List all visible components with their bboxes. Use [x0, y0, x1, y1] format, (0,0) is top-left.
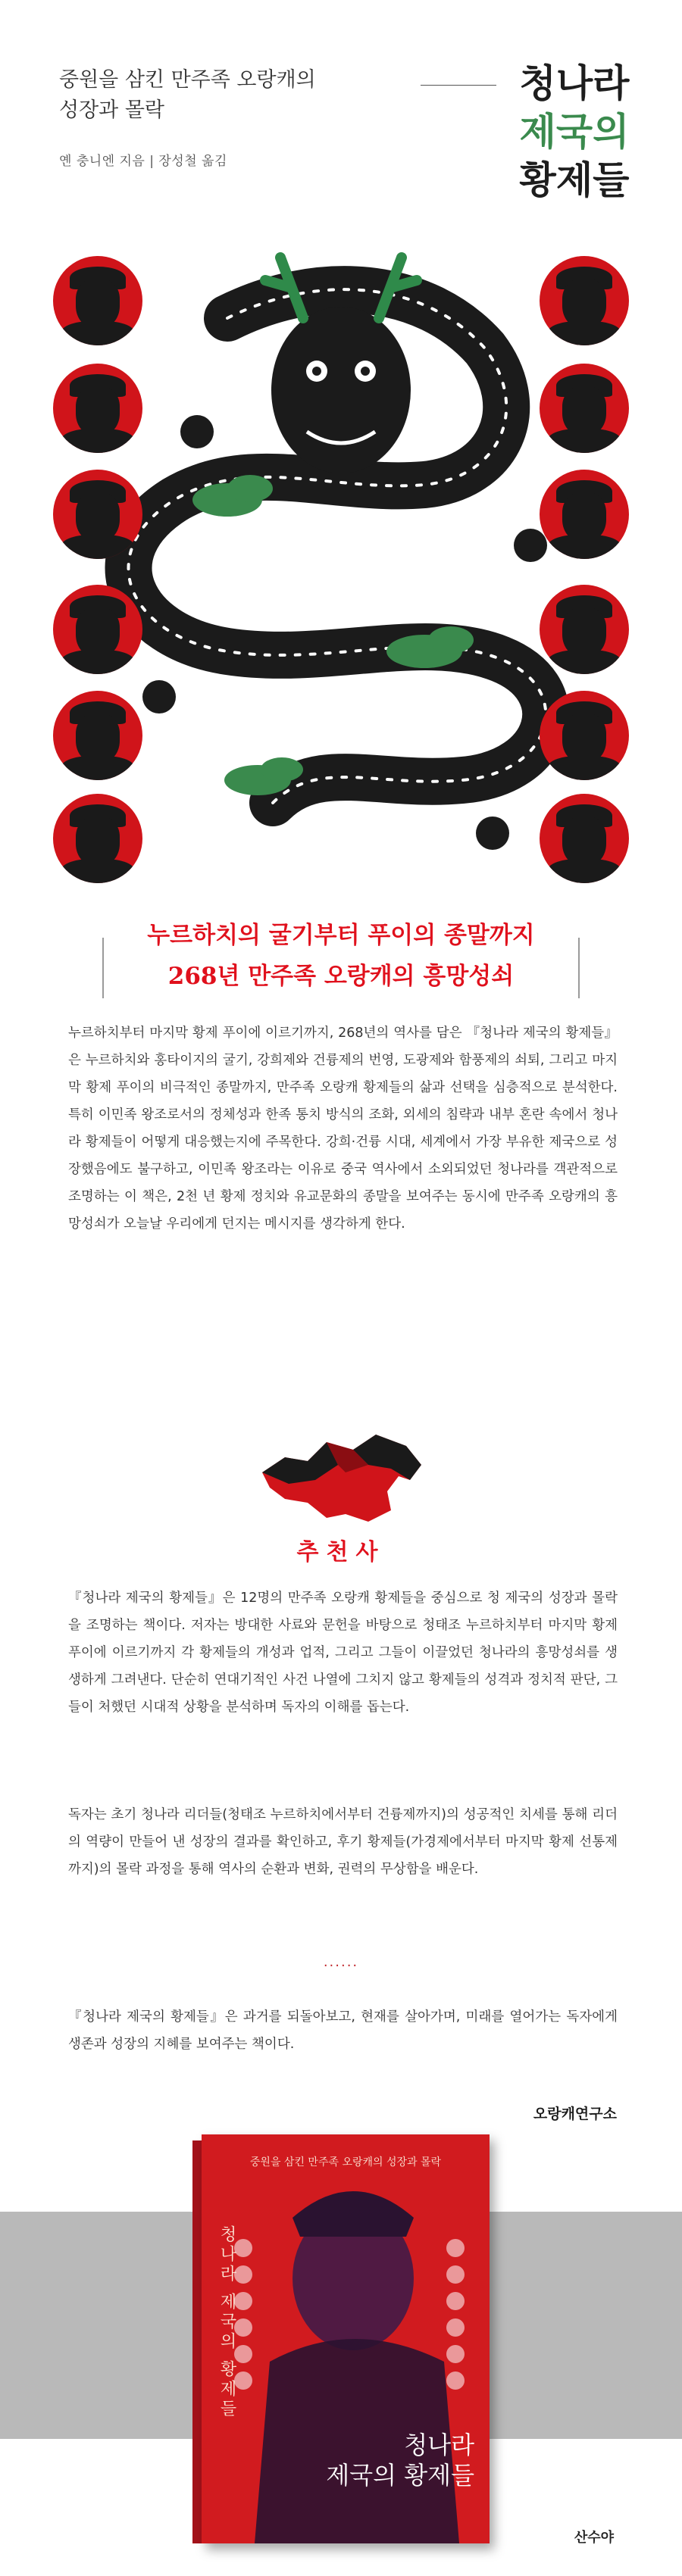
emperor-portrait [540, 470, 629, 559]
book-header [0, 0, 682, 220]
recommend-title: 추천사 [296, 1539, 386, 1566]
recommend-signature: 오랑캐연구소 [533, 2106, 617, 2122]
intro-paragraph: 누르하치부터 마지막 황제 푸이에 이르기까지, 268년의 역사를 담은 『청나라 제국의 황제들』은 누르하치와 홍타이지의 굴기, 강희제와 건륭제의 번영, 도광제와 함풍제의 쇠퇴, 그리고 마지막 황제 푸이의 비극적인 종말까지, 만주족 오랑캐 황제들의 삶과 선택을 심층적으로 분석한다. 특히 이민족 왕조로서의 정체성과 한족 통치 방식의 조화, 외세의 침략과 내부 혼란 속에서 청나라 황제들이 어떻게 대응했는지에 주목한다. 강희·건륭 시대, 세계에서 가장 부유한 제국으로 성장했음에도 불구하고, 이민족 왕조라는 이유로 중국 역사에서 소외되었던 청나라를 객관적으로 조명하는 이 책은, 2천 년 황제 정치와 유교문화의 종말을 보여주는 동시에 만주족 오랑캐의 흥망성쇠가 오늘날 우리에게 던지는 메시지를 생각하게 한다. [68, 1026, 618, 1232]
section-dots: ...... [323, 1954, 359, 1970]
book-cover-image [202, 2134, 490, 2543]
recommend-paragraph-1: 『청나라 제국의 황제들』은 12명의 만주족 오랑캐 황제들을 중심으로 청 제국의 성장과 몰락을 조명하는 책이다. 저자는 방대한 사료와 문헌을 바탕으로 청태조 누르하치부터 마지막 황제 푸이에 이르기까지 각 황제들의 개성과 업적, 그리고 그들이 이끌었던 청나라의 흥망성쇠를 생생하게 그려낸다. 단순히 연대기적인 사건 나열에 그치지 않고 황제들의 성격과 정치적 판단, 그들이 처했던 시대적 상황을 분석하며 독자의 이해를 돕는다. [68, 1591, 618, 1715]
emperor-portrait [53, 256, 142, 345]
title-line-2: 제국의 [519, 109, 630, 154]
china-map-icon [255, 1427, 429, 1525]
cover-tagline: 중원을 삼킨 만주족 오랑캐의 성장과 몰락 [249, 2156, 442, 2169]
headline-line-2: 268년 만주족 오랑캐의 흥망성쇠 [167, 963, 515, 990]
emperor-portrait [540, 364, 629, 453]
emperor-portrait [53, 470, 142, 559]
emperor-portrait [540, 256, 629, 345]
emperor-portrait [53, 585, 142, 674]
emperor-portrait [53, 364, 142, 453]
cover-title: 청나라 제국의 황제들 [326, 2431, 474, 2490]
emperor-portrait [540, 585, 629, 674]
publisher-logo: 산수야 [574, 2530, 614, 2546]
recommend-paragraph-3: 『청나라 제국의 황제들』은 과거를 되돌아보고, 현재를 살아가며, 미래를 열어가는 독자에게 생존과 성장의 지혜를 보여주는 책이다. [68, 2009, 618, 2052]
emperor-portrait [540, 794, 629, 883]
emperor-portrait [540, 691, 629, 780]
headline-line-1: 누르하치의 굴기부터 푸이의 종말까지 [147, 922, 535, 949]
headline-right-bar [578, 938, 580, 998]
book-subtitle: 중원을 삼킨 만주족 오랑캐의 성장과 몰락 [59, 68, 316, 122]
title-line-3: 황제들 [519, 158, 630, 202]
title-line-1: 청나라 [519, 61, 630, 105]
recommend-paragraph-2: 독자는 초기 청나라 리더들(청태조 누르하치에서부터 건륭제까지)의 성공적인 치세를 통해 리더의 역량이 만들어 낸 성장의 결과를 확인하고, 후기 황제들(가경제에서부터 마지막 황제 선통제까지)의 몰락 과정을 통해 역사의 순환과 변화, 권력의 무상함을 배운다. [68, 1807, 618, 1877]
headline-left-bar [102, 938, 104, 998]
emperor-portrait [53, 691, 142, 780]
book-title [506, 59, 643, 205]
author-credit: 옌 충니엔 지음 | 장성철 옮김 [59, 154, 227, 169]
emperor-portrait [53, 794, 142, 883]
dragon-illustration [0, 227, 682, 894]
cover-vertical-title: 청나라 제국의 황제들 [217, 2225, 236, 2419]
headline [0, 915, 682, 997]
divider-line [421, 85, 496, 86]
